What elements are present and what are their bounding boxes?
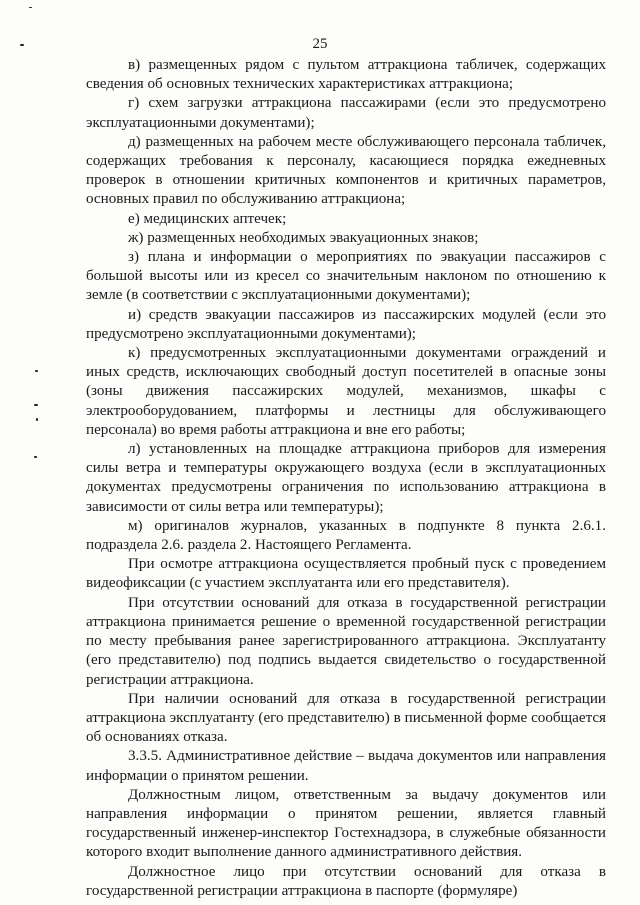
paragraph-responsible-official: Должностным лицом, ответственным за выдачу документов или направления информации о принятом решении, является главный государственный инженер-инспектор Гостехнадзора, в служебные обязанности которого входит выполнение данного административного действия. <box>86 786 606 861</box>
scan-mark <box>29 7 32 8</box>
paragraph-item-v: в) размещенных рядом с пультом аттракциона табличек, содержащих сведения об основных технических характеристиках аттракциона; <box>86 57 606 93</box>
paragraph-item-l: л) установленных на площадке аттракциона приборов для измерения силы ветра и температуры окружающего воздуха (если в эксплуатационных документах предусмотрены ограничения по использованию аттракциона в зависимости от силы ветра или температуры); <box>86 441 606 515</box>
paragraph-registration-refused: При наличии оснований для отказа в государственной регистрации аттракциона эксплуатанту (его представителю) в письменной форме сообщается об основаниях отказа. <box>86 690 606 746</box>
paragraph-item-k: к) предусмотренных эксплуатационными документами ограждений и иных средств, исключающих свободный доступ посетителей в опасные зоны (зоны движения пассажирских модулей, механизмов, шкафы с электрооборудованием, платформы и лестницы для обслуживающего персонала) во время работы аттракциона и вне его работы; <box>86 345 606 438</box>
scan-mark <box>20 44 24 46</box>
page-number: 25 <box>312 36 328 52</box>
scan-mark <box>35 370 38 372</box>
paragraph-section-3-3-5: 3.3.5. Административное действие – выдача документов или направления информации о принятом решении. <box>86 748 606 784</box>
document-body <box>86 56 606 901</box>
paragraph-item-g: г) схем загрузки аттракциона пассажирами (если это предусмотрено эксплуатационными документами); <box>86 95 606 131</box>
paragraph-item-i: и) средств эвакуации пассажиров из пассажирских модулей (если это предусмотрено эксплуатационными документами); <box>86 306 606 342</box>
paragraph-item-zh: ж) размещенных необходимых эвакуационных знаков; <box>128 229 479 246</box>
paragraph-official-action: Должностное лицо при отсутствии оснований для отказа в государственной регистрации аттракциона в паспорте (формуляре) <box>86 863 606 899</box>
paragraph-item-e: е) медицинских аптечек; <box>128 210 287 227</box>
paragraph-registration-granted: При отсутствии оснований для отказа в государственной регистрации аттракциона принимается решение о временной государственной регистрации по месту пребывания ранее зарегистрированного аттракциона. Эксплуатанту (его представителю) под подпись выдается свидетельство о государственной регистрации аттракциона. <box>86 594 606 688</box>
paragraph-item-m: м) оригиналов журналов, указанных в подпункте 8 пункта 2.6.1. подраздела 2.6. раздела 2. Настоящего Регламента. <box>86 517 606 554</box>
paragraph-item-d: д) размещенных на рабочем месте обслуживающего персонала табличек, содержащих требования к персоналу, касающиеся порядка ежедневных проверок в отношении критичных компонентов и критичных параметров, основных правил по обслуживанию аттракциона; <box>86 133 606 208</box>
scan-mark <box>34 456 37 458</box>
paragraph-item-z: з) плана и информации о мероприятиях по эвакуации пассажиров с большой высоты или из кресел со значительным наклоном по отношению к земле (в соответствии с эксплуатационными документами); <box>86 249 606 304</box>
scan-mark <box>36 418 38 421</box>
paragraph-inspection: При осмотре аттракциона осуществляется пробный пуск с проведением видеофиксации (с участием эксплуатанта или его представителя). <box>86 556 606 592</box>
scan-mark <box>34 404 38 406</box>
